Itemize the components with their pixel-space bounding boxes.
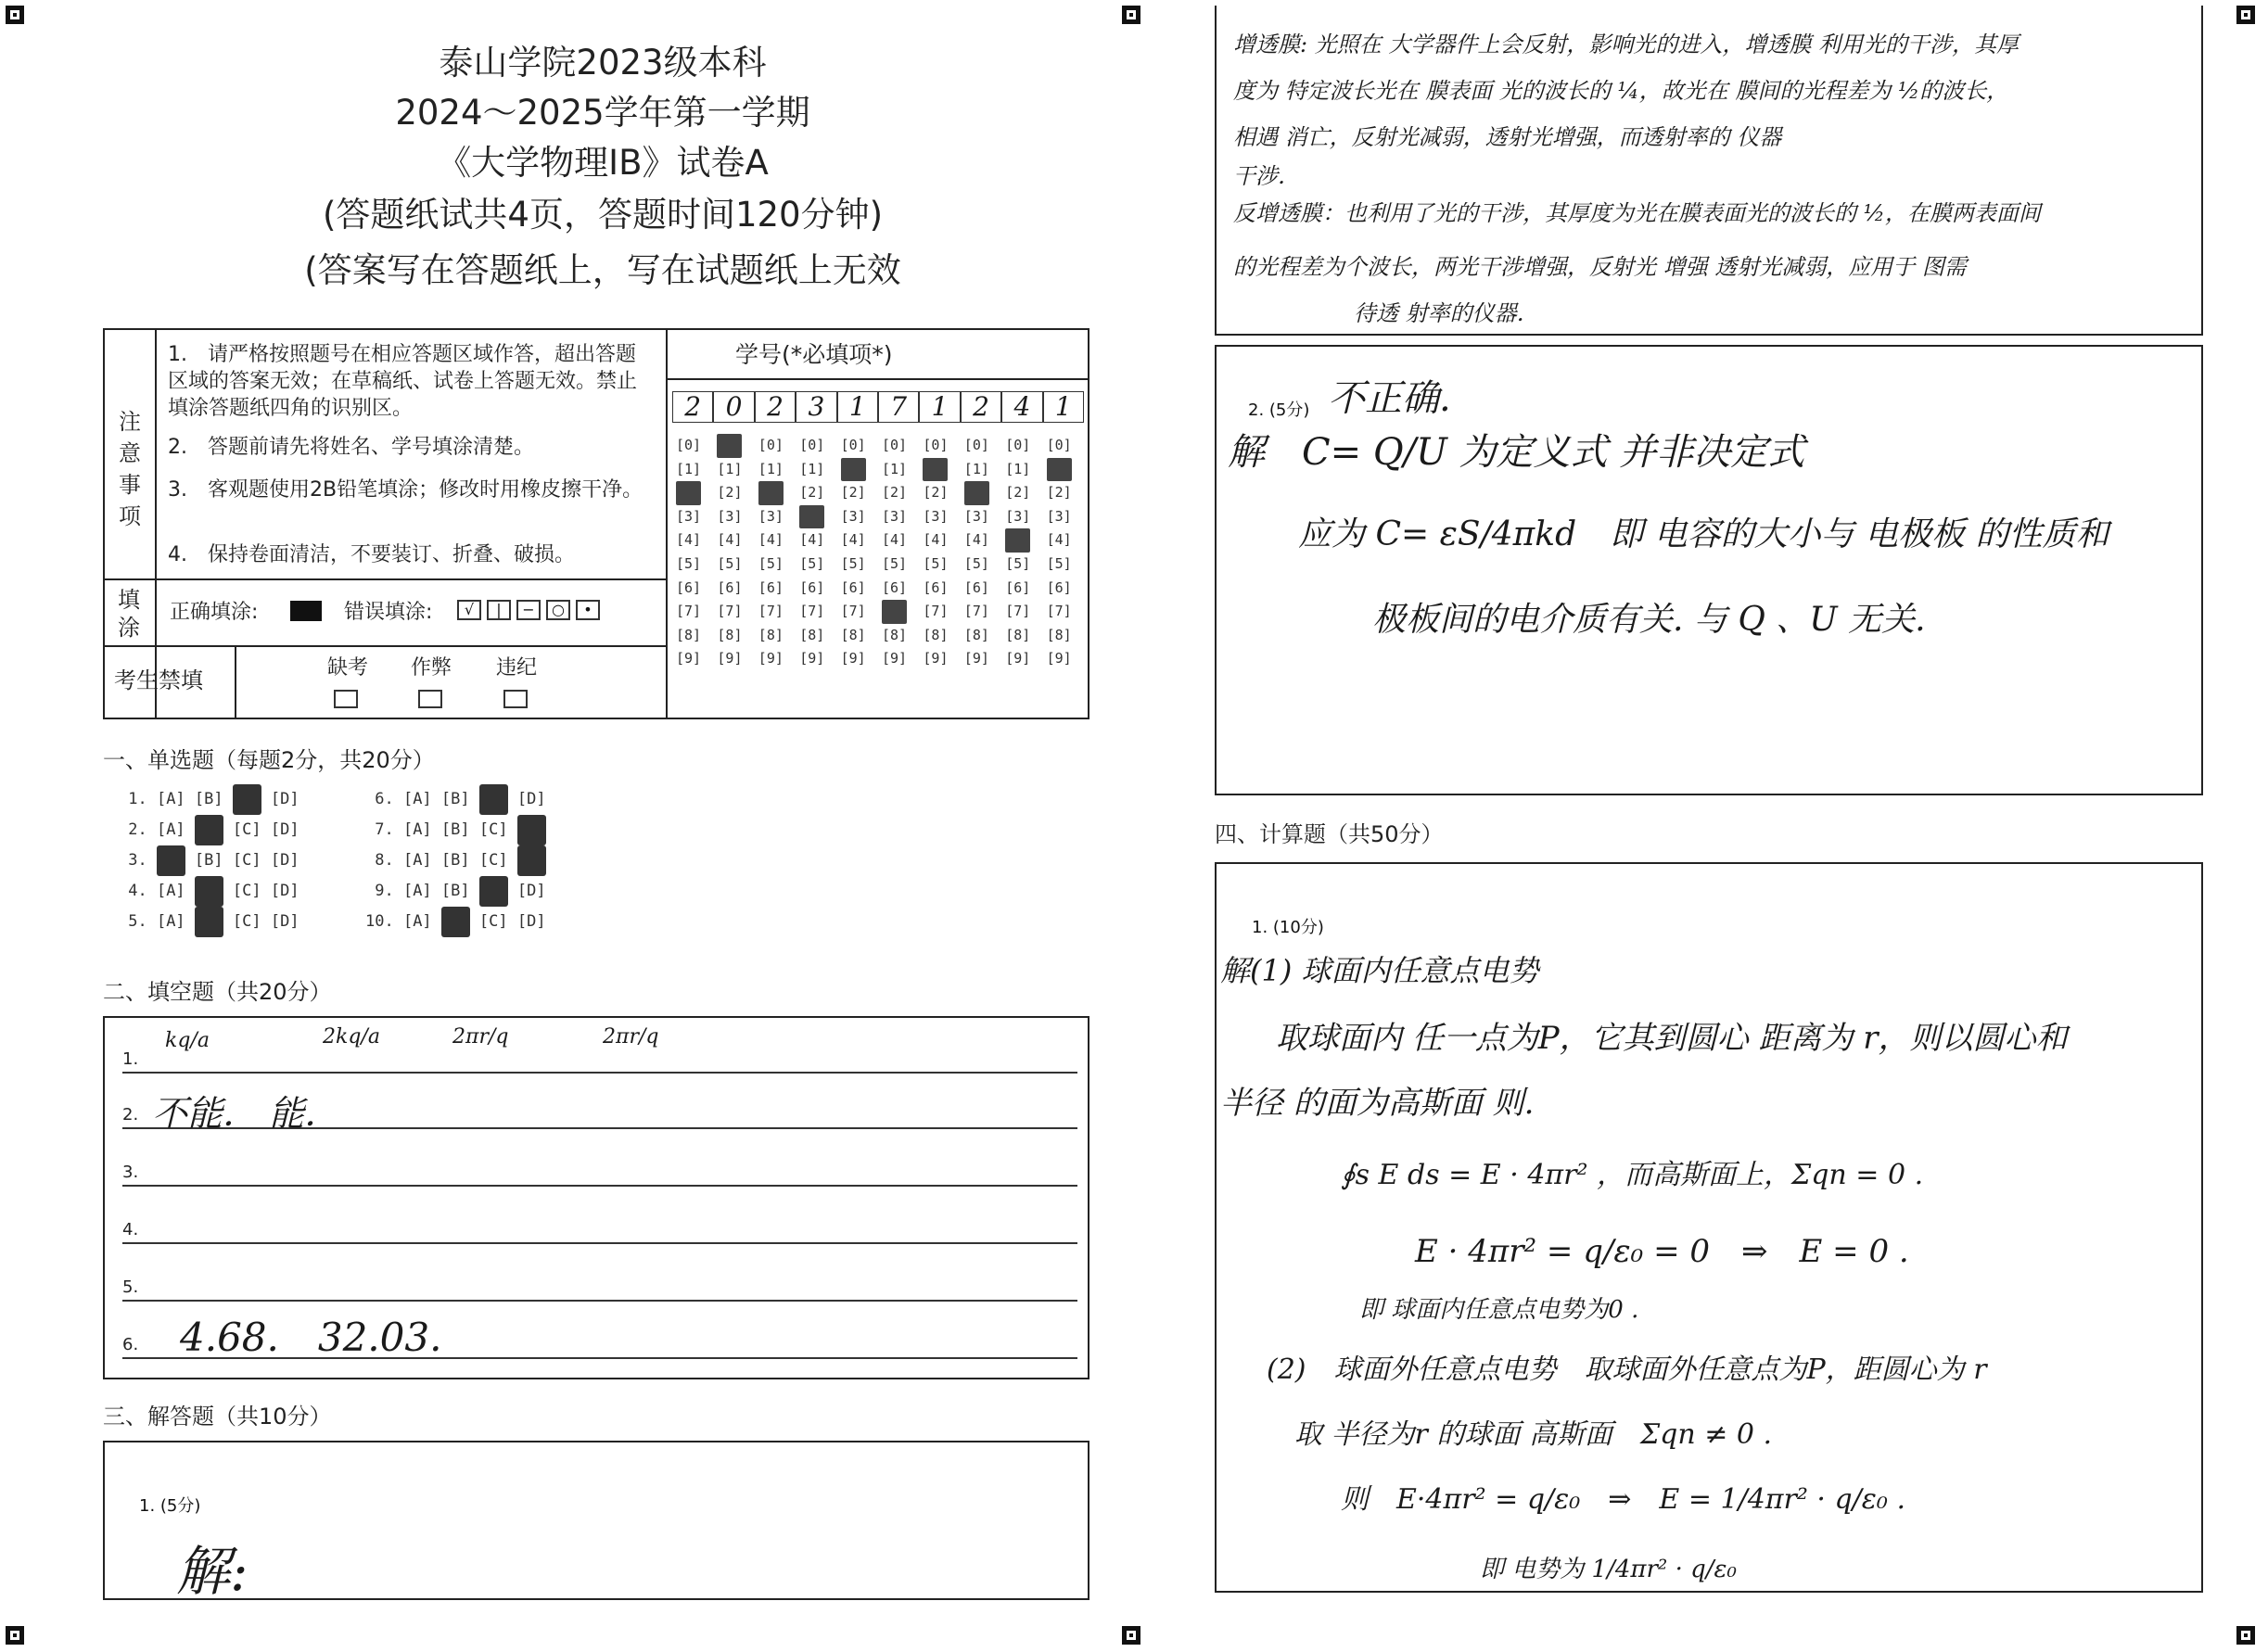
student-id-bubble[interactable]: [0] bbox=[799, 437, 825, 453]
student-id-bubble[interactable]: [0] bbox=[923, 437, 949, 453]
student-id-digit: 7 bbox=[878, 391, 919, 423]
student-id-bubble[interactable]: [7] bbox=[799, 603, 825, 620]
mc-question-number: 4. bbox=[119, 882, 157, 900]
section3-q1-box bbox=[103, 1441, 1089, 1600]
section4-answer-line: E · 4πr² = q/ε₀ = 0 ⇒ E = 0 . bbox=[1415, 1233, 1909, 1270]
student-id-bubble[interactable]: [3] bbox=[963, 507, 989, 525]
student-id-bubble[interactable]: [2] bbox=[840, 484, 866, 502]
mc-option[interactable]: [B] bbox=[194, 851, 223, 870]
corner-marker-bottom-right bbox=[2236, 1626, 2255, 1645]
student-id-bubble[interactable]: [5] bbox=[840, 554, 866, 572]
section4-title: 四、计算题（共50分） bbox=[1215, 821, 1444, 847]
student-id-bubble[interactable]: [1] bbox=[717, 460, 743, 477]
mc-option[interactable]: [B] bbox=[440, 820, 470, 839]
student-id-bubble[interactable]: [9] bbox=[882, 650, 908, 667]
top-right-answer-line: 增透膜: 光照在 大学器件上会反射，影响光的进入，增透膜 利用光的干涉，其厚 bbox=[1233, 32, 2019, 57]
student-id-bubble[interactable]: [6] bbox=[717, 578, 743, 596]
student-id-bubble[interactable]: [1] bbox=[1005, 460, 1031, 477]
mc-option[interactable]: [A] bbox=[156, 790, 185, 808]
student-id-bubble[interactable]: [4] bbox=[882, 531, 908, 549]
section4-answer-line: 则 E·4πr² = q/ε₀ ⇒ E = 1/4πr² · q/ε₀ . bbox=[1341, 1483, 1905, 1516]
mc-option[interactable] bbox=[157, 845, 185, 876]
mc-option[interactable]: [A] bbox=[402, 912, 432, 931]
header-exam-title: 《大学物理IB》试卷A bbox=[437, 143, 769, 183]
student-id-digit: 1 bbox=[837, 391, 878, 423]
forbidden-absent: 缺考 bbox=[327, 656, 369, 680]
mc-question-row[interactable] bbox=[365, 845, 555, 876]
q2-line-4: 极板间的电介质有关. 与 Q 、U 无关. bbox=[1372, 601, 1926, 639]
student-id-bubble[interactable]: [0] bbox=[1005, 437, 1031, 453]
student-id-digits bbox=[672, 391, 1084, 423]
student-id-bubble[interactable]: [2] bbox=[882, 484, 908, 502]
blank-num-4: 4. bbox=[122, 1220, 139, 1239]
student-id-bubble[interactable]: [8] bbox=[963, 626, 989, 643]
student-id-bubble[interactable]: [1] bbox=[882, 460, 908, 477]
student-id-bubble[interactable]: [3] bbox=[676, 507, 702, 525]
student-id-bubble-grid[interactable] bbox=[672, 434, 1084, 712]
corner-marker-top-left bbox=[6, 6, 24, 24]
student-id-bubble[interactable]: [5] bbox=[1005, 554, 1031, 572]
blank-num-3: 3. bbox=[122, 1163, 139, 1182]
mc-answer-area[interactable] bbox=[119, 784, 675, 942]
section4-answer-line: 取 半径为r 的球面 高斯面 Σqn ≠ 0 . bbox=[1294, 1418, 1773, 1451]
student-id-bubble[interactable]: [6] bbox=[676, 578, 702, 596]
q2-line-2: 解 C= Q/U 为定义式 并非决定式 bbox=[1228, 431, 1805, 474]
header-answer-note: (答案写在答题纸上，写在试题纸上无效 bbox=[304, 250, 901, 290]
mc-option[interactable]: [D] bbox=[516, 790, 546, 808]
section3-q1-label: 1. (5分) bbox=[139, 1496, 201, 1516]
student-id-bubble[interactable]: [6] bbox=[882, 578, 908, 596]
mc-option[interactable]: [B] bbox=[440, 790, 470, 808]
student-id-bubble[interactable]: [7] bbox=[1005, 603, 1031, 620]
student-id-bubble[interactable]: [8] bbox=[1046, 626, 1072, 643]
student-id-bubble[interactable]: [0] bbox=[882, 437, 908, 453]
student-id-bubble[interactable]: [8] bbox=[717, 626, 743, 643]
mc-option[interactable]: [A] bbox=[156, 820, 185, 839]
student-id-bubble[interactable]: [2] bbox=[1046, 484, 1072, 502]
wrong-mark-circle: ○ bbox=[546, 600, 570, 620]
correct-fill-sample bbox=[290, 601, 322, 621]
section2-title: 二、填空题（共20分） bbox=[103, 979, 332, 1005]
student-id-bubble[interactable]: [9] bbox=[799, 650, 825, 667]
student-id-bubble[interactable]: [1] bbox=[963, 460, 989, 477]
student-id-bubble[interactable]: [4] bbox=[717, 531, 743, 549]
student-id-bubble[interactable]: [9] bbox=[1046, 650, 1072, 667]
student-id-bubble[interactable]: [7] bbox=[923, 603, 949, 620]
student-id-bubble[interactable] bbox=[882, 600, 907, 624]
section4-answer-line: 解(1) 球面内任意点电势 bbox=[1220, 953, 1539, 988]
student-id-bubble[interactable]: [3] bbox=[840, 507, 866, 525]
section4-answer-line: (2) 球面外任意点电势 取球面外任意点为P，距圆心为 r bbox=[1267, 1353, 1987, 1386]
blank6-answer: 4.68. 32.03. bbox=[180, 1315, 442, 1360]
student-id-bubble[interactable]: [2] bbox=[717, 484, 743, 502]
mc-option[interactable]: [D] bbox=[516, 912, 546, 931]
note-1: 1. 请严格按照题号在相应答题区域作答，超出答题区域的答案无效；在草稿纸、试卷上答题无效。禁止填涂答题纸四角的识别区。 bbox=[168, 343, 638, 420]
student-id-bubble[interactable]: [7] bbox=[717, 603, 743, 620]
student-id-bubble[interactable]: [9] bbox=[676, 650, 702, 667]
header-semester: 2024～2025学年第一学期 bbox=[395, 93, 810, 133]
mc-option[interactable]: [D] bbox=[270, 820, 299, 839]
student-id-bubble[interactable]: [5] bbox=[923, 554, 949, 572]
forbidden-label: 考生禁填 bbox=[114, 667, 203, 693]
top-right-answer-line: 相遇 消亡，反射光减弱，透射光增强，而透射率的 仪器 bbox=[1233, 124, 1782, 150]
student-id-column[interactable] bbox=[923, 434, 948, 671]
mc-question-row[interactable] bbox=[365, 784, 555, 815]
mc-option[interactable]: [C] bbox=[478, 820, 508, 839]
mc-option[interactable]: [D] bbox=[270, 790, 299, 808]
mc-option[interactable]: [C] bbox=[478, 851, 508, 870]
mc-option[interactable]: [D] bbox=[270, 912, 299, 931]
student-id-bubble[interactable]: [0] bbox=[840, 437, 866, 453]
section4-answer-line: ∮s E ds = E · 4πr² ，而高斯面上，Σqn = 0 . bbox=[1341, 1159, 1924, 1191]
mc-option[interactable]: [A] bbox=[156, 912, 185, 931]
blank1-answer-d: 2πr/q bbox=[603, 1025, 659, 1048]
student-id-bubble[interactable]: [5] bbox=[758, 554, 784, 572]
mc-option[interactable]: [B] bbox=[440, 851, 470, 870]
mc-question-row[interactable] bbox=[365, 815, 555, 845]
student-id-bubble[interactable]: [9] bbox=[717, 650, 743, 667]
student-id-bubble[interactable]: [8] bbox=[923, 626, 949, 643]
fill-guide-label: 填涂 bbox=[118, 587, 140, 641]
student-id-bubble[interactable] bbox=[923, 458, 948, 482]
student-id-bubble[interactable]: [4] bbox=[758, 531, 784, 549]
mc-option[interactable]: [A] bbox=[156, 882, 185, 900]
section4-q1-label: 1. (10分) bbox=[1252, 918, 1324, 937]
student-id-bubble[interactable]: [6] bbox=[799, 578, 825, 596]
student-id-bubble[interactable]: [9] bbox=[758, 650, 784, 667]
mc-question-number: 7. bbox=[365, 820, 403, 839]
note-3: 3. 客观题使用2B铅笔填涂；修改时用橡皮擦干净。 bbox=[168, 478, 643, 502]
student-id-bubble[interactable]: [5] bbox=[676, 554, 702, 572]
wrong-mark-check: √ bbox=[457, 600, 481, 620]
mc-question-number: 9. bbox=[365, 882, 403, 900]
section3-q2-label: 2. (5分) bbox=[1248, 400, 1310, 420]
mc-option[interactable]: [D] bbox=[270, 851, 299, 870]
blank-num-6: 6. bbox=[122, 1335, 139, 1354]
corner-marker-bottom-left bbox=[6, 1626, 24, 1645]
mc-option[interactable]: [C] bbox=[232, 882, 261, 900]
header-pages-time: (答题纸试共4页，答题时间120分钟) bbox=[322, 195, 884, 235]
student-id-column[interactable] bbox=[882, 434, 907, 671]
student-id-bubble[interactable] bbox=[1047, 458, 1072, 482]
mc-option[interactable] bbox=[195, 876, 223, 907]
mc-question-number: 3. bbox=[119, 851, 157, 870]
student-id-digit: 2 bbox=[755, 391, 796, 423]
student-id-bubble[interactable] bbox=[841, 458, 866, 482]
student-id-bubble[interactable] bbox=[676, 481, 701, 505]
mc-option[interactable]: [A] bbox=[402, 882, 432, 900]
student-id-bubble[interactable]: [7] bbox=[840, 603, 866, 620]
student-id-bubble[interactable]: [9] bbox=[923, 650, 949, 667]
forbidden-violate: 违纪 bbox=[496, 656, 538, 680]
corner-marker-top-right bbox=[2236, 6, 2255, 24]
student-id-bubble[interactable]: [4] bbox=[840, 531, 866, 549]
student-id-bubble[interactable]: [3] bbox=[717, 507, 743, 525]
student-id-column[interactable] bbox=[758, 434, 784, 671]
student-id-bubble[interactable] bbox=[1005, 528, 1030, 553]
student-id-bubble[interactable]: [7] bbox=[676, 603, 702, 620]
mc-option[interactable]: [A] bbox=[402, 820, 432, 839]
mc-option[interactable] bbox=[195, 815, 223, 845]
corner-marker-top-center bbox=[1122, 6, 1140, 24]
student-id-bubble[interactable]: [2] bbox=[1005, 484, 1031, 502]
student-id-bubble[interactable]: [5] bbox=[882, 554, 908, 572]
mc-question-row[interactable] bbox=[119, 815, 309, 845]
note-2: 2. 答题前请先将姓名、学号填涂清楚。 bbox=[168, 436, 534, 459]
student-id-bubble[interactable]: [0] bbox=[963, 437, 989, 453]
mc-option[interactable] bbox=[479, 784, 508, 815]
mc-option[interactable] bbox=[441, 907, 470, 937]
student-id-bubble[interactable]: [6] bbox=[1046, 578, 1072, 596]
mc-question-number: 5. bbox=[119, 912, 157, 931]
student-id-bubble[interactable]: [8] bbox=[799, 626, 825, 643]
mc-option[interactable]: [C] bbox=[478, 912, 508, 931]
student-id-bubble[interactable] bbox=[964, 481, 989, 505]
student-id-bubble[interactable]: [4] bbox=[923, 531, 949, 549]
student-id-bubble[interactable]: [9] bbox=[840, 650, 866, 667]
student-id-bubble[interactable]: [6] bbox=[840, 578, 866, 596]
student-id-bubble[interactable]: [8] bbox=[676, 626, 702, 643]
mc-option[interactable]: [A] bbox=[402, 851, 432, 870]
student-id-bubble[interactable]: [3] bbox=[758, 507, 784, 525]
student-id-bubble[interactable]: [3] bbox=[1046, 507, 1072, 525]
mc-option[interactable]: [A] bbox=[402, 790, 432, 808]
corner-marker-bottom-center bbox=[1122, 1626, 1140, 1645]
student-id-title: 学号(*必填项*) bbox=[735, 341, 893, 368]
student-id-column[interactable] bbox=[841, 434, 866, 671]
student-id-bubble[interactable]: [4] bbox=[963, 531, 989, 549]
student-id-digit: 0 bbox=[713, 391, 754, 423]
student-id-bubble[interactable]: [5] bbox=[799, 554, 825, 572]
student-id-bubble[interactable]: [7] bbox=[758, 603, 784, 620]
q2-line-1: 不正确. bbox=[1328, 377, 1451, 420]
student-id-column[interactable] bbox=[717, 434, 742, 671]
wrong-mark-dot: • bbox=[576, 600, 600, 620]
note-4: 4. 保持卷面清洁，不要装订、折叠、破损。 bbox=[168, 543, 575, 566]
header-school: 泰山学院2023级本科 bbox=[439, 43, 767, 83]
section4-answer-line: 即 电势为 1/4πr² · q/ε₀ bbox=[1480, 1556, 1737, 1583]
student-id-bubble[interactable]: [6] bbox=[923, 578, 949, 596]
student-id-bubble[interactable]: [3] bbox=[923, 507, 949, 525]
mc-option[interactable] bbox=[517, 815, 546, 845]
student-id-bubble[interactable]: [6] bbox=[758, 578, 784, 596]
mc-option[interactable]: [B] bbox=[194, 790, 223, 808]
wrong-mark-dash: − bbox=[516, 600, 541, 620]
student-id-bubble[interactable]: [9] bbox=[963, 650, 989, 667]
student-id-bubble[interactable]: [3] bbox=[882, 507, 908, 525]
student-id-bubble[interactable]: [7] bbox=[963, 603, 989, 620]
student-id-digit: 1 bbox=[1043, 391, 1084, 423]
student-id-bubble[interactable]: [7] bbox=[1046, 603, 1072, 620]
student-id-column[interactable] bbox=[1005, 434, 1030, 671]
mc-question-row[interactable] bbox=[119, 876, 309, 907]
section1-title: 一、单选题（每题2分，共20分） bbox=[103, 747, 435, 773]
student-id-bubble[interactable] bbox=[717, 434, 742, 458]
student-id-bubble[interactable]: [6] bbox=[1005, 578, 1031, 596]
info-table bbox=[103, 328, 1089, 719]
mc-question-row[interactable] bbox=[119, 784, 309, 815]
mc-option[interactable] bbox=[195, 907, 223, 937]
mc-option[interactable]: [D] bbox=[516, 882, 546, 900]
blank1-answer-b: 2kq/a bbox=[323, 1025, 380, 1048]
correct-fill-text: 正确填涂: bbox=[170, 601, 259, 624]
student-id-bubble[interactable]: [1] bbox=[799, 460, 825, 477]
section4-answer-line: 即 球面内任意点电势为0 . bbox=[1359, 1296, 1639, 1324]
mc-question-number: 8. bbox=[365, 851, 403, 870]
student-id-bubble[interactable]: [2] bbox=[799, 484, 825, 502]
student-id-column[interactable] bbox=[799, 434, 824, 671]
blank-num-1: 1. bbox=[122, 1049, 139, 1069]
cheat-checkbox[interactable] bbox=[418, 690, 442, 708]
student-id-bubble[interactable]: [5] bbox=[1046, 554, 1072, 572]
student-id-bubble[interactable]: [1] bbox=[676, 460, 702, 477]
mc-question-number: 6. bbox=[365, 790, 403, 808]
student-id-bubble[interactable]: [9] bbox=[1005, 650, 1031, 667]
blank1-answer-a: kq/a bbox=[165, 1029, 210, 1052]
section4-answer-line: 半径 的面为高斯面 则. bbox=[1220, 1085, 1535, 1122]
student-id-digit: 3 bbox=[796, 391, 836, 423]
student-id-bubble[interactable]: [2] bbox=[923, 484, 949, 502]
section3-q1-answer: 解: bbox=[176, 1540, 248, 1603]
student-id-bubble[interactable]: [1] bbox=[758, 460, 784, 477]
mc-option[interactable]: [C] bbox=[232, 820, 261, 839]
mc-question-row[interactable] bbox=[119, 907, 309, 937]
mc-option[interactable] bbox=[479, 876, 508, 907]
student-id-bubble[interactable]: [4] bbox=[799, 531, 825, 549]
student-id-digit: 2 bbox=[961, 391, 1001, 423]
mc-question-row[interactable] bbox=[365, 876, 555, 907]
mc-option[interactable]: [B] bbox=[440, 882, 470, 900]
top-right-answer-line: 待透 射率的仪器． bbox=[1354, 300, 1539, 326]
student-id-bubble[interactable]: [5] bbox=[963, 554, 989, 572]
top-right-answer-line: 的光程差为个波长，两光干涉增强，反射光 增强 透射光减弱，应用于 图需 bbox=[1233, 254, 1967, 280]
top-right-answer-line: 度为 特定波长光在 膜表面 光的波长的 ¼，故光在 膜间的光程差为 ½的波长， bbox=[1233, 78, 2009, 104]
student-id-column[interactable] bbox=[964, 434, 989, 671]
top-right-answer-line: 干涉． bbox=[1233, 163, 1300, 189]
student-id-column[interactable] bbox=[676, 434, 701, 671]
student-id-bubble[interactable]: [4] bbox=[676, 531, 702, 549]
mc-option[interactable]: [D] bbox=[270, 882, 299, 900]
student-id-column[interactable] bbox=[1047, 434, 1072, 671]
mc-option[interactable] bbox=[233, 784, 261, 815]
violate-checkbox[interactable] bbox=[503, 690, 528, 708]
notes-label: 注意事项 bbox=[119, 409, 141, 529]
wrong-fill-text: 错误填涂: bbox=[344, 601, 433, 624]
student-id-bubble[interactable]: [8] bbox=[882, 626, 908, 643]
mc-option[interactable] bbox=[517, 845, 546, 876]
forbidden-cheat: 作弊 bbox=[411, 656, 452, 680]
blank-num-2: 2. bbox=[122, 1105, 139, 1125]
student-id-digit: 1 bbox=[919, 391, 960, 423]
top-right-answer-line: 反增透膜：也利用了光的干涉，其厚度为光在膜表面光的波长的 ½，在膜两表面间 bbox=[1233, 200, 2041, 226]
student-id-bubble[interactable] bbox=[758, 481, 784, 505]
q2-line-3: 应为 C= εS/4πkd 即 电容的大小与 电极板 的性质和 bbox=[1298, 515, 2109, 553]
student-id-bubble[interactable]: [0] bbox=[1046, 437, 1072, 453]
blank2-answer: 不能． 能． bbox=[152, 1093, 340, 1134]
student-id-digit: 2 bbox=[672, 391, 713, 423]
student-id-bubble[interactable]: [0] bbox=[758, 437, 784, 453]
mc-question-row[interactable] bbox=[365, 907, 555, 937]
wrong-fill-samples bbox=[457, 600, 605, 620]
absent-checkbox[interactable] bbox=[334, 690, 358, 708]
student-id-bubble[interactable]: [8] bbox=[758, 626, 784, 643]
mc-question-row[interactable] bbox=[119, 845, 309, 876]
student-id-bubble[interactable]: [5] bbox=[717, 554, 743, 572]
wrong-mark-bar: | bbox=[487, 600, 511, 620]
mc-question-number: 1. bbox=[119, 790, 157, 808]
student-id-digit: 4 bbox=[1001, 391, 1042, 423]
section3-title: 三、解答题（共10分） bbox=[103, 1404, 332, 1430]
mc-question-number: 10. bbox=[365, 912, 403, 931]
student-id-bubble[interactable]: [4] bbox=[1046, 531, 1072, 549]
blank1-answer-c: 2πr/q bbox=[452, 1025, 509, 1048]
student-id-bubble[interactable] bbox=[799, 505, 824, 529]
student-id-bubble[interactable]: [0] bbox=[676, 437, 702, 453]
student-id-bubble[interactable]: [3] bbox=[1005, 507, 1031, 525]
mc-question-number: 2. bbox=[119, 820, 157, 839]
student-id-bubble[interactable]: [8] bbox=[1005, 626, 1031, 643]
mc-option[interactable]: [C] bbox=[232, 912, 261, 931]
section4-answer-line: 取球面内 任一点为P，它其到圆心 距离为 r，则以圆心和 bbox=[1276, 1020, 2068, 1057]
student-id-bubble[interactable]: [8] bbox=[840, 626, 866, 643]
student-id-bubble[interactable]: [6] bbox=[963, 578, 989, 596]
blank-num-5: 5. bbox=[122, 1277, 139, 1297]
mc-option[interactable]: [C] bbox=[232, 851, 261, 870]
